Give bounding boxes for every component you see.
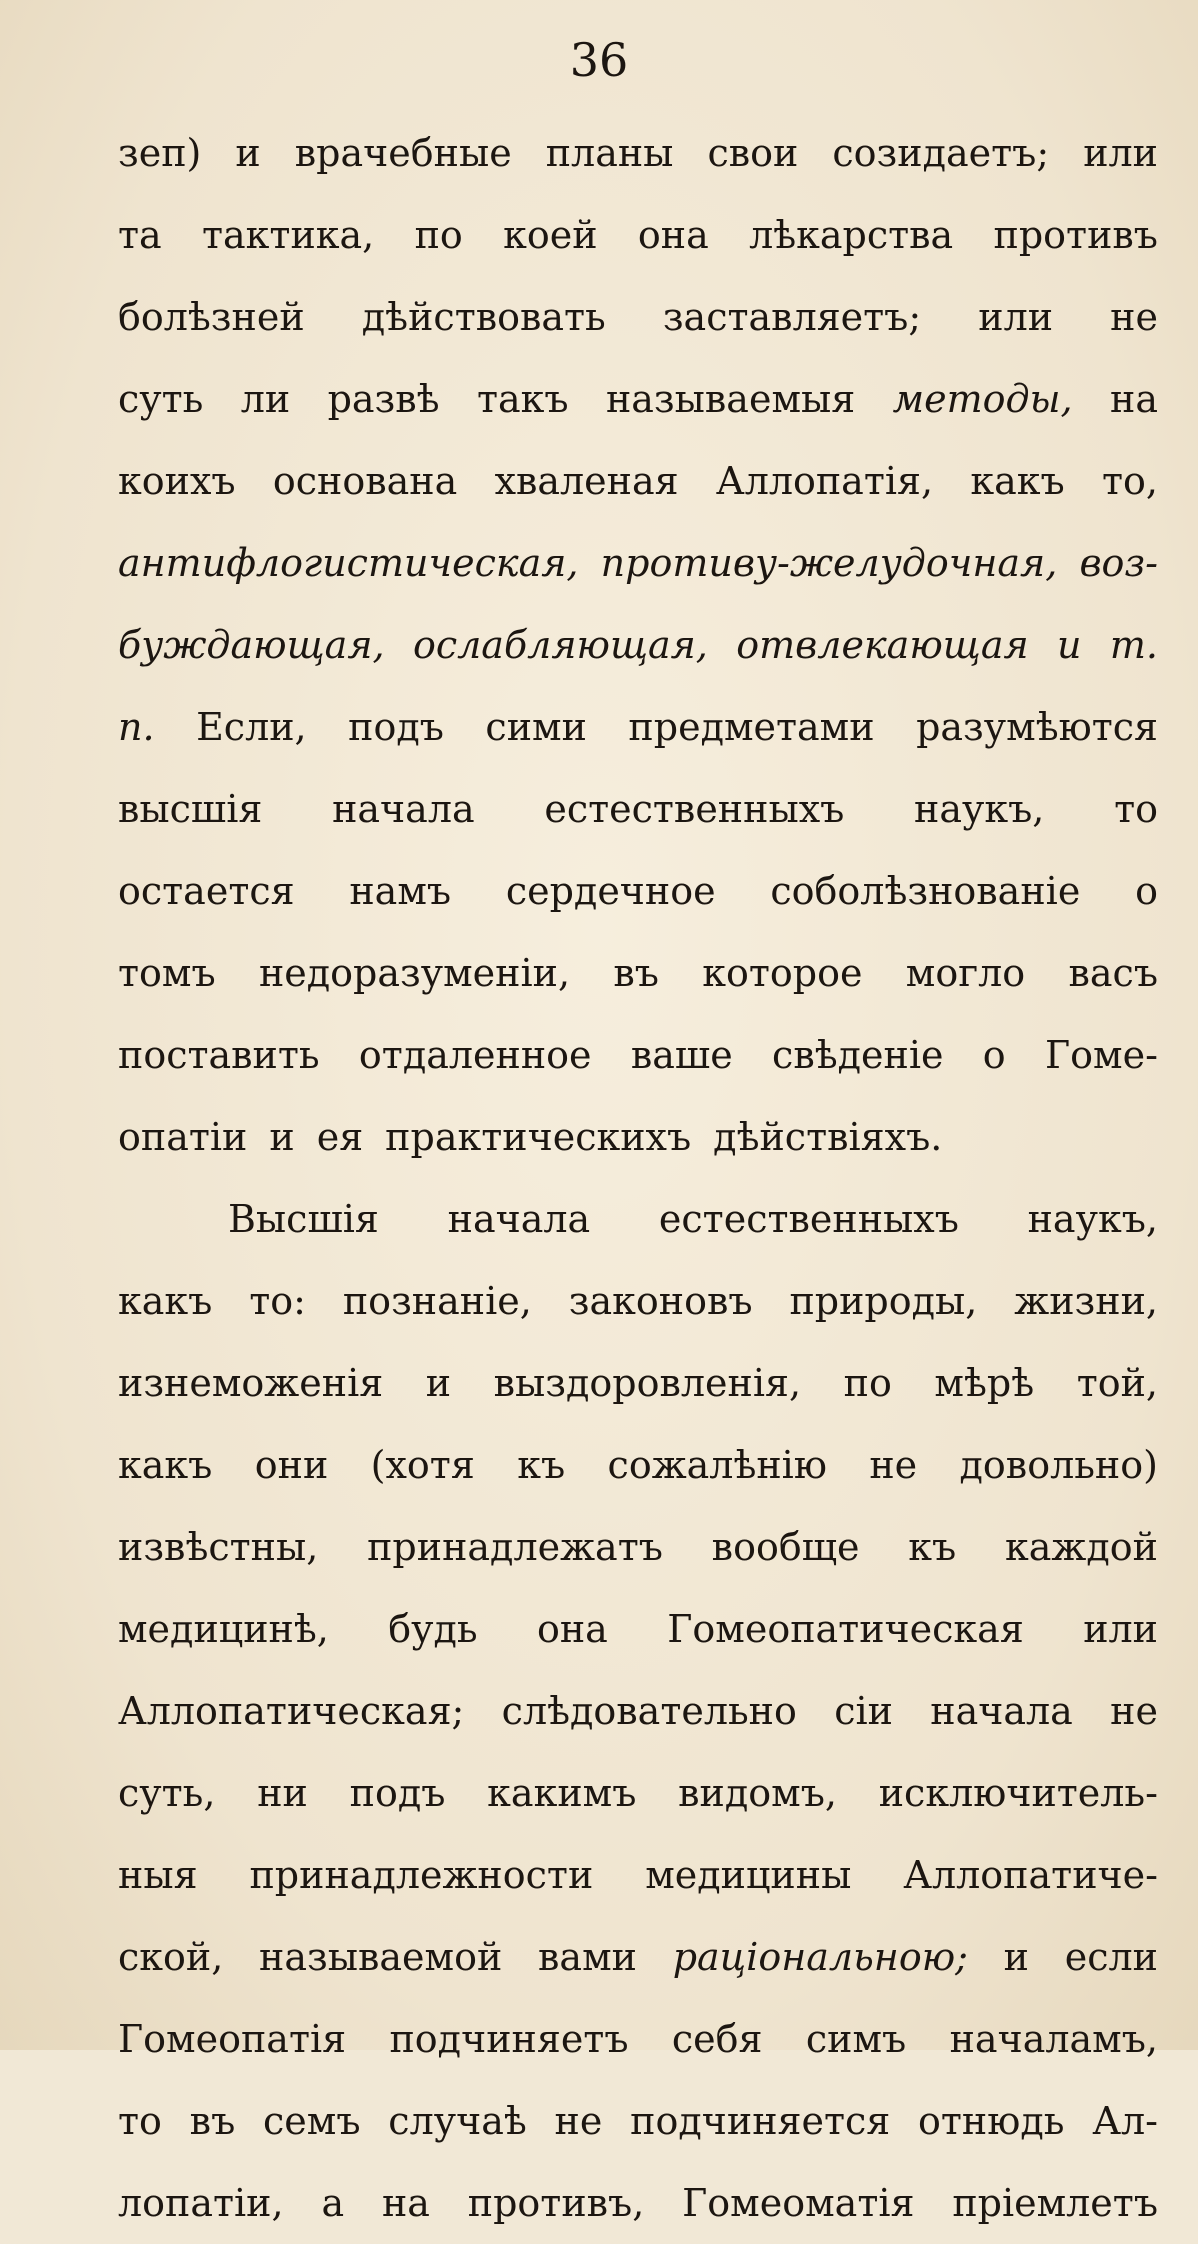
word: или <box>1083 1607 1158 1651</box>
page-body-text <box>118 112 1158 2244</box>
word: сими <box>485 705 587 749</box>
word: и <box>425 1361 452 1405</box>
word: подъ <box>348 705 444 749</box>
word: планы <box>545 131 674 175</box>
word: называемыя <box>605 377 856 421</box>
word: естественныхъ <box>544 787 845 831</box>
word: сожалѣнію <box>607 1443 827 1487</box>
word: довольно) <box>959 1443 1158 1487</box>
word: въ <box>613 951 659 995</box>
word: противъ <box>993 213 1158 257</box>
word: будь <box>388 1607 478 1651</box>
word: предметами <box>628 705 875 749</box>
word: противу-желудочная, <box>600 541 1058 585</box>
text-line <box>118 1588 1158 1670</box>
word: васъ <box>1068 951 1158 995</box>
word: основана <box>272 459 458 503</box>
word: которое <box>702 951 863 995</box>
word: врачебные <box>294 131 512 175</box>
word: принадлежатъ <box>367 1525 663 1569</box>
word: антифлогистическая, <box>118 541 579 585</box>
word: не <box>1110 295 1158 339</box>
word: наукъ, <box>1027 1197 1158 1241</box>
word: изнеможенія <box>118 1361 384 1405</box>
word: о <box>1135 869 1158 913</box>
word: противъ, <box>467 2181 645 2225</box>
text-line <box>118 686 1158 768</box>
word: опатіи <box>118 1115 248 1159</box>
word: не <box>869 1443 918 1487</box>
text-line <box>118 1178 1158 1260</box>
text-line <box>118 522 1158 604</box>
text-line <box>118 194 1158 276</box>
word: т. <box>1109 623 1158 667</box>
text-line <box>118 1260 1158 1342</box>
word: то <box>118 2099 162 2143</box>
word: Гоме- <box>1045 1033 1158 1077</box>
word: коихъ <box>118 459 236 503</box>
text-line <box>118 1998 1158 2080</box>
word: Гомеопатическая <box>667 1607 1024 1651</box>
word: хваленая <box>494 459 679 503</box>
word: себя <box>671 2017 763 2061</box>
word: подчиняетъ <box>389 2017 629 2061</box>
word: подчиняется <box>630 2099 891 2143</box>
word: а <box>321 2181 345 2225</box>
word: пріемлетъ <box>952 2181 1158 2225</box>
word: соболѣзнованіе <box>770 869 1081 913</box>
word: отдаленное <box>358 1033 592 1077</box>
word: симъ <box>805 2017 907 2061</box>
page-number: 36 <box>569 33 629 87</box>
word: высшія <box>118 787 263 831</box>
word: какъ <box>118 1443 213 1487</box>
word: то: <box>249 1279 306 1323</box>
word: практическихъ <box>385 1115 692 1159</box>
word: тактика, <box>202 213 375 257</box>
word: лопатіи, <box>118 2181 284 2225</box>
word: на <box>1110 377 1158 421</box>
word: намъ <box>349 869 452 913</box>
word: и <box>1057 623 1082 667</box>
word: лѣкарства <box>749 213 954 257</box>
word: и <box>269 1115 295 1159</box>
word: разумѣются <box>916 705 1158 749</box>
word: та <box>118 213 162 257</box>
word: и <box>1003 1935 1029 1979</box>
word: такъ <box>476 377 569 421</box>
word: зеп) <box>118 131 202 175</box>
word: свѣденіе <box>772 1033 944 1077</box>
word: буждающая, <box>118 623 385 667</box>
text-line <box>118 1342 1158 1424</box>
word: томъ <box>118 951 216 995</box>
word: то <box>1114 787 1158 831</box>
text-line <box>118 276 1158 358</box>
word: или <box>978 295 1054 339</box>
word: недоразуменіи, <box>258 951 571 995</box>
word: Аллопатія, <box>715 459 934 503</box>
word: къ <box>517 1443 566 1487</box>
text-line <box>118 1424 1158 1506</box>
word: жизни, <box>1014 1279 1158 1323</box>
word: къ <box>908 1525 957 1569</box>
word: дѣйствіяхъ. <box>713 1115 943 1159</box>
text-line <box>118 112 1158 194</box>
word: ея <box>316 1115 364 1159</box>
word: она <box>536 1607 608 1651</box>
word: (хотя <box>370 1443 475 1487</box>
word: коей <box>503 213 598 257</box>
word: Гомеопатія <box>118 2017 347 2061</box>
word: ни <box>257 1771 308 1815</box>
word: извѣстны, <box>118 1525 319 1569</box>
word: началамъ, <box>949 2017 1158 2061</box>
word: въ <box>189 2099 236 2143</box>
word: Ал- <box>1092 2099 1158 2143</box>
word: п. <box>118 705 155 749</box>
word: Если, <box>196 705 307 749</box>
text-line <box>118 2162 1158 2244</box>
text-line <box>118 1096 1158 1178</box>
word: наукъ, <box>914 787 1045 831</box>
text-line <box>118 1014 1158 1096</box>
text-line <box>118 768 1158 850</box>
text-line <box>118 2080 1158 2162</box>
text-line <box>118 358 1158 440</box>
word: Гомеоматія <box>682 2181 915 2225</box>
text-line <box>118 1916 1158 1998</box>
word: развѣ <box>327 377 440 421</box>
word: по <box>843 1361 892 1405</box>
word: не <box>554 2099 603 2143</box>
text-line <box>118 1834 1158 1916</box>
word: подъ <box>349 1771 446 1815</box>
word: семъ <box>263 2099 361 2143</box>
word: методы, <box>892 377 1073 421</box>
word: она <box>637 213 709 257</box>
text-line <box>118 932 1158 1014</box>
text-line <box>118 604 1158 686</box>
word: по <box>414 213 463 257</box>
word: сіи <box>834 1689 893 1733</box>
word: медицины <box>645 1853 852 1897</box>
text-line <box>118 1752 1158 1834</box>
word: той, <box>1076 1361 1158 1405</box>
word: какъ <box>118 1279 213 1323</box>
word: созидаетъ; <box>832 131 1050 175</box>
text-line <box>118 1506 1158 1588</box>
word: вами <box>538 1935 637 1979</box>
word: болѣзней <box>118 295 305 339</box>
word: исключитель- <box>878 1771 1158 1815</box>
text-line <box>118 440 1158 522</box>
word: принадлежности <box>249 1853 594 1897</box>
word: какимъ <box>487 1771 637 1815</box>
word: отвлекающая <box>736 623 1029 667</box>
word: не <box>1110 1689 1158 1733</box>
word: вообще <box>711 1525 860 1569</box>
word: сердечное <box>505 869 716 913</box>
word: могло <box>905 951 1026 995</box>
word: заставляетъ; <box>662 295 922 339</box>
word: и <box>235 131 261 175</box>
word: случаѣ <box>388 2099 527 2143</box>
word: выздоровленія, <box>493 1361 802 1405</box>
word: ныя <box>118 1853 198 1897</box>
word: на <box>381 2181 430 2225</box>
word: они <box>254 1443 329 1487</box>
word: остается <box>118 869 295 913</box>
word: естественныхъ <box>658 1197 959 1241</box>
word: начала <box>332 787 475 831</box>
word: ли <box>240 377 291 421</box>
word: познаніе, <box>342 1279 532 1323</box>
word: какъ <box>970 459 1065 503</box>
word: называемой <box>259 1935 503 1979</box>
word: природы, <box>789 1279 978 1323</box>
word: законовъ <box>568 1279 753 1323</box>
word: отнюдь <box>918 2099 1065 2143</box>
word: ской, <box>118 1935 224 1979</box>
word: видомъ, <box>678 1771 837 1815</box>
word: свои <box>707 131 799 175</box>
word: воз- <box>1079 541 1158 585</box>
word: если <box>1064 1935 1158 1979</box>
word: суть, <box>118 1771 216 1815</box>
word: ваше <box>630 1033 733 1077</box>
word: Аллопатическая; <box>118 1689 465 1733</box>
word: суть <box>118 377 204 421</box>
word: о <box>982 1033 1006 1077</box>
word: Высшія <box>228 1197 379 1241</box>
word: то, <box>1102 459 1158 503</box>
word: каждой <box>1004 1525 1158 1569</box>
word: раціональною; <box>672 1935 968 1979</box>
word: медицинѣ, <box>118 1607 329 1651</box>
text-line <box>118 850 1158 932</box>
word: ослабляющая, <box>412 623 708 667</box>
word: или <box>1083 131 1158 175</box>
word: Аллопатиче- <box>903 1853 1158 1897</box>
word: начала <box>447 1197 591 1241</box>
word: начала <box>930 1689 1073 1733</box>
word: слѣдовательно <box>501 1689 797 1733</box>
word: поставить <box>118 1033 320 1077</box>
word: дѣйствовать <box>361 295 606 339</box>
word: мѣрѣ <box>934 1361 1035 1405</box>
text-line <box>118 1670 1158 1752</box>
